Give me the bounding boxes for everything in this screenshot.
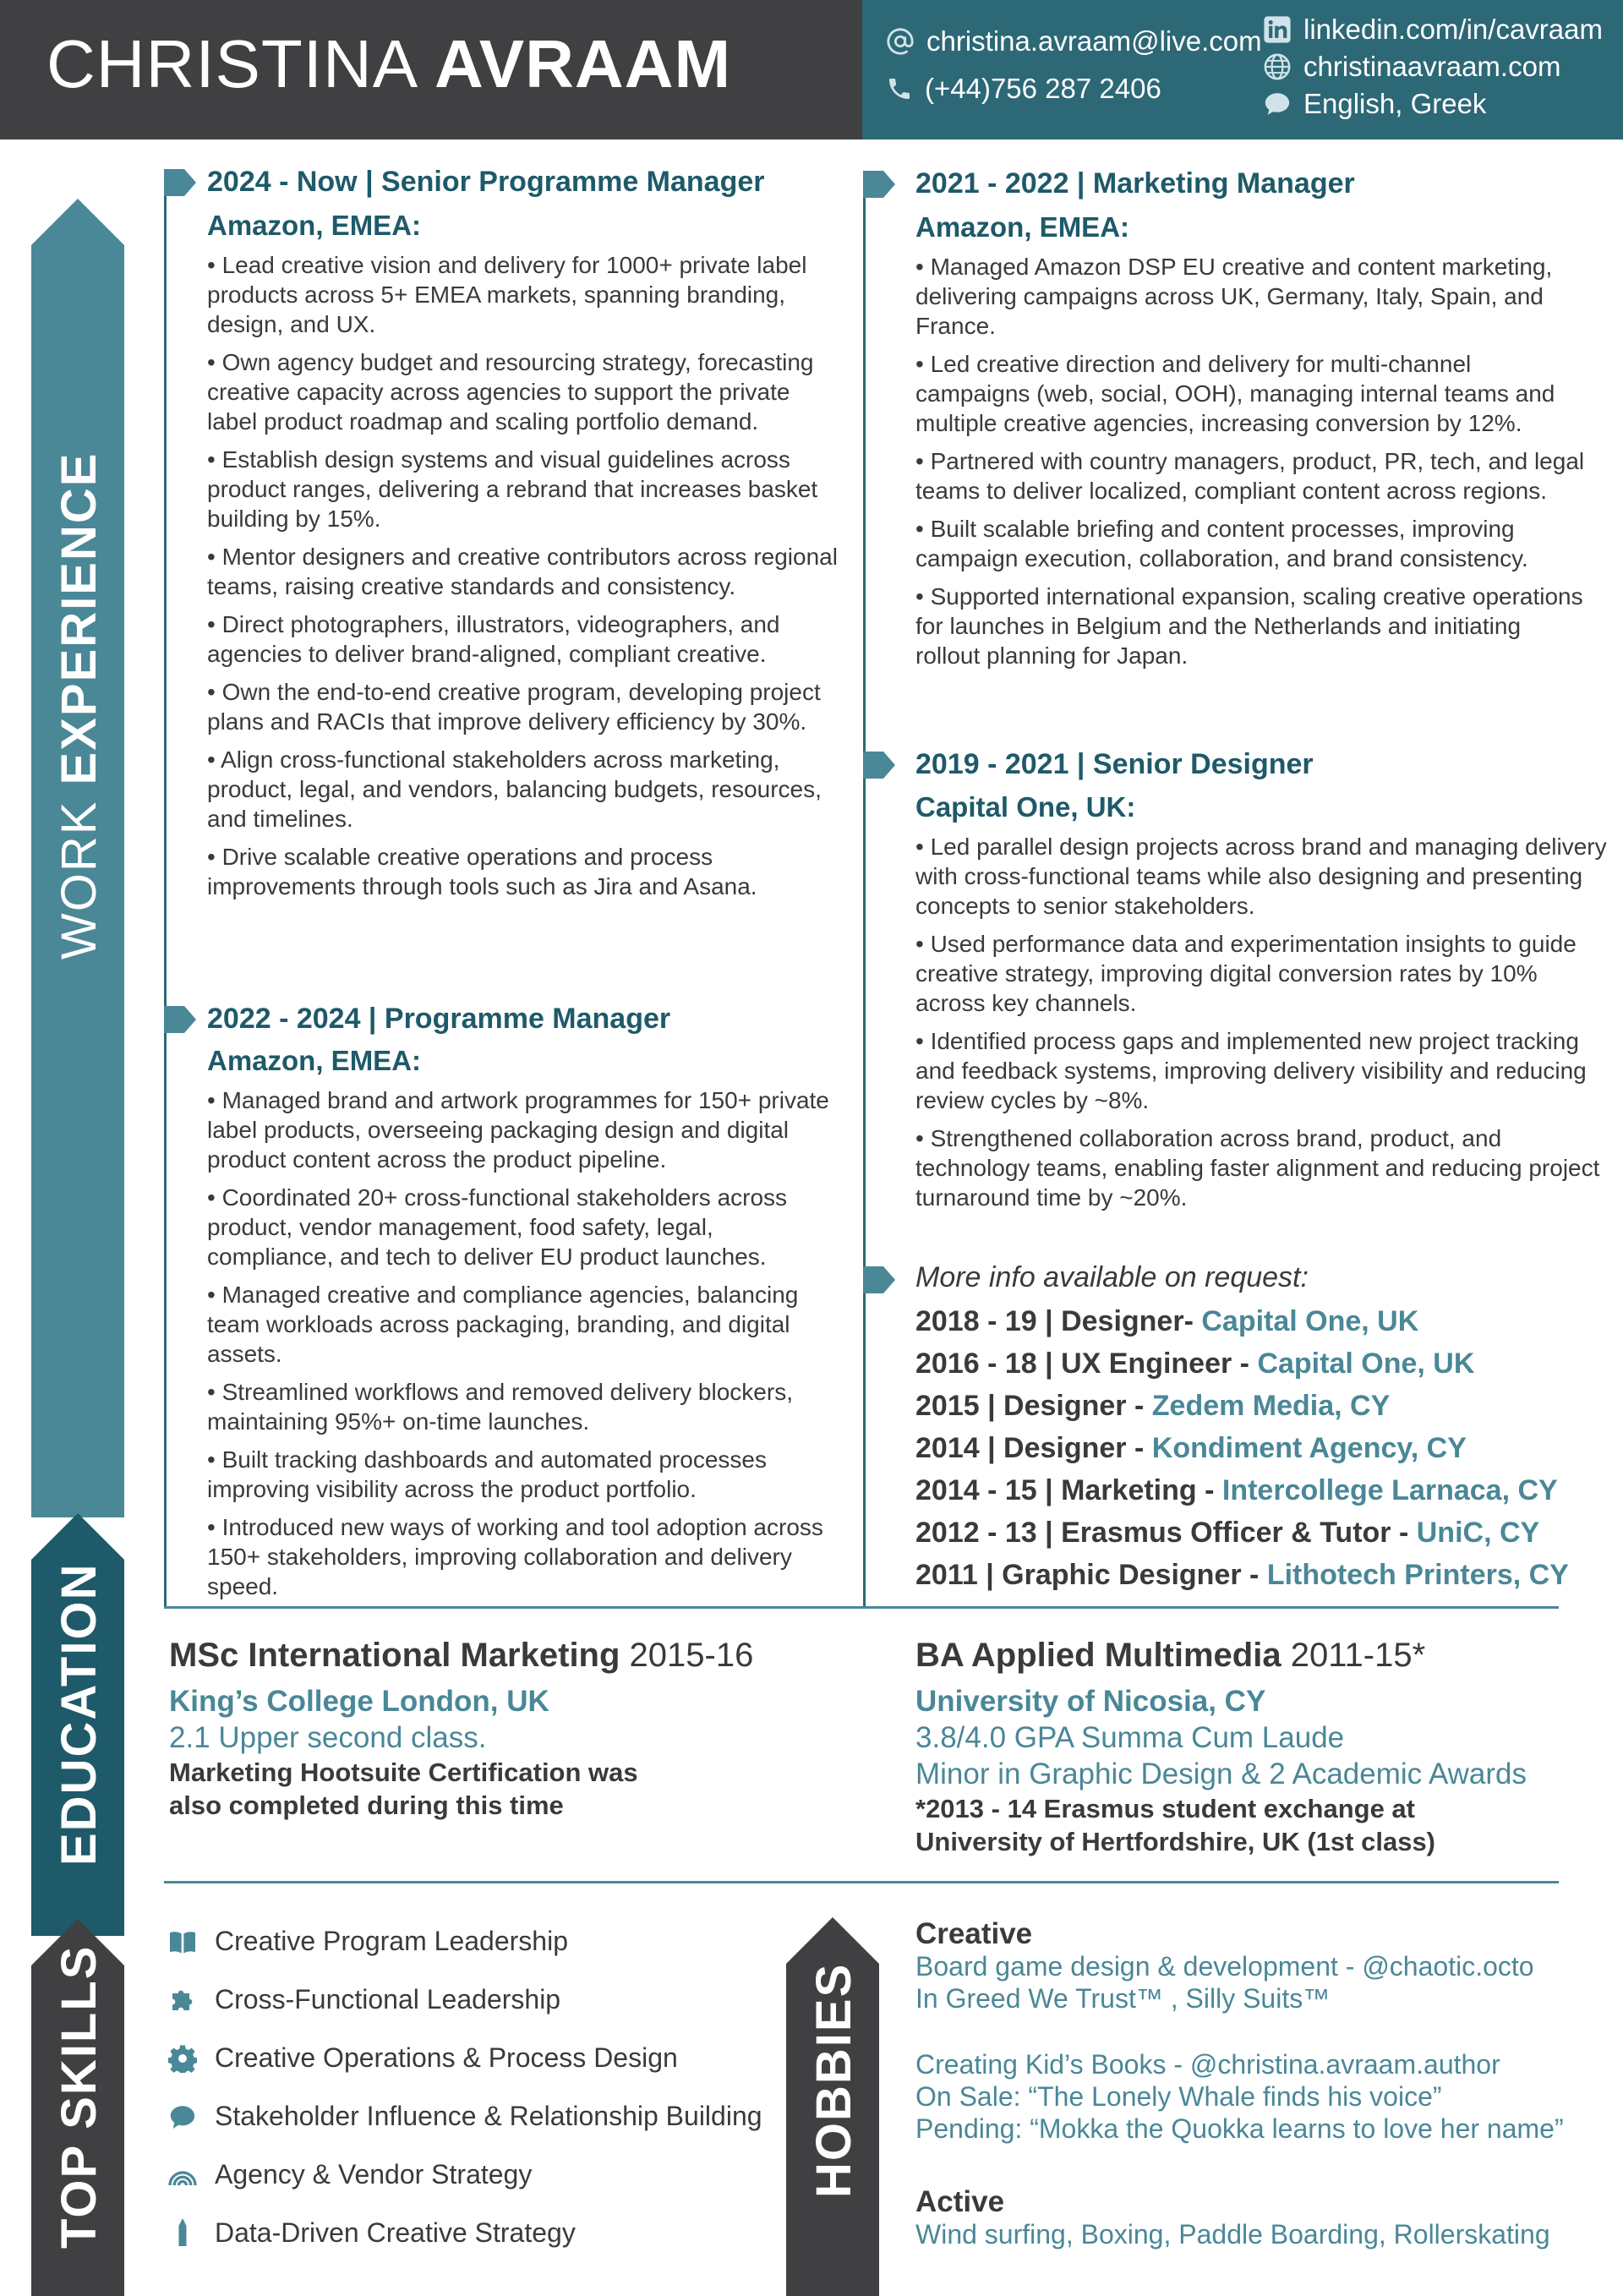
job-bullet: • Streamlined workflows and removed delivery blockers, maintaining 95%+ on-time launches. (207, 1379, 793, 1435)
more-info-company: Capital One, UK (1257, 1348, 1475, 1380)
timeline-marker-4 (863, 752, 897, 779)
job-bullet: • Establish design systems and visual guidelines across product ranges, delivering a rebrand that increases basket building by 15%. (207, 446, 818, 532)
languages-text: English, Greek (1303, 88, 1487, 119)
job-bullet: • Mentor designers and creative contributors across regional teams, raising creative standards and consistency. (207, 544, 838, 599)
degree-years: 2015-16 (629, 1637, 754, 1674)
more-info-role: 2018 - 19 | Designer (915, 1305, 1184, 1337)
job-bullet: • Led parallel design projects across brand and managing delivery with cross-functional teams while also designing and presenting concepts to senior stakeholders. (915, 834, 1607, 919)
work-label-first: WORK (52, 800, 107, 959)
job-bullet: • Used performance data and experimentation insights to guide creative strategy, improving digital conversion rates by 10% across key channels. (915, 931, 1577, 1016)
email-text[interactable]: christina.avraam@live.com (926, 25, 1262, 57)
job-bullet: • Managed brand and artwork programmes for 150+ private label products, overseeing packaging design and digital product content across the product pipeline. (207, 1087, 829, 1173)
list-item (167, 2204, 762, 2262)
list-item (915, 1342, 1569, 1385)
hobbies-creative-heading: Creative (915, 1917, 1033, 1950)
phone-contact[interactable] (886, 73, 1161, 105)
job-bullets (915, 832, 1609, 1221)
more-info-separator: - (1183, 1305, 1202, 1337)
book-icon (167, 1927, 198, 1957)
more-info-role: 2011 | Graphic Designer (915, 1559, 1242, 1591)
job-bullet: • Own agency budget and resourcing strategy, forecasting creative capacity across agencies to support the private label product roadmap and scaling portfolio demand. (207, 349, 814, 435)
education-note: *2013 - 14 Erasmus student exchange at University of Hertfordshire, UK (1st class) (915, 1794, 1436, 1856)
website-contact[interactable] (1263, 51, 1560, 83)
more-info-separator: - (1126, 1390, 1152, 1422)
job-bullet: • Lead creative vision and delivery for 1000+ private label products across 5+ EMEA markets, spanning branding, design, and UX. (207, 252, 807, 337)
education-degree (915, 1637, 1425, 1675)
hobbies-label: HOBBIES (806, 1962, 861, 2198)
timeline-marker-1 (164, 169, 198, 196)
work-label-second: EXPERIENCE (52, 451, 107, 785)
email-contact[interactable] (886, 25, 1262, 57)
last-name: AVRAAM (434, 26, 732, 101)
globe-icon (1263, 52, 1292, 81)
top-skills-label: TOP SKILLS (52, 1944, 107, 2249)
job-title: 2019 - 2021 | Senior Designer (915, 748, 1314, 780)
more-info-heading: More info available on request: (915, 1261, 1309, 1293)
education-grade: 3.8/4.0 GPA Summa Cum Laude (915, 1721, 1345, 1754)
job-bullet: • Built scalable briefing and content processes, improving campaign execution, collaboration, and brand consistency. (915, 516, 1528, 571)
first-name: CHRISTINA (46, 26, 415, 101)
education-minor: Minor in Graphic Design & 2 Academic Awards (915, 1758, 1527, 1790)
more-info-company: Intercollege Larnaca, CY (1221, 1474, 1558, 1506)
languages-contact (1263, 88, 1486, 120)
job-title: 2024 - Now | Senior Programme Manager (207, 166, 765, 198)
job-bullet: • Identified process gaps and implemented new project tracking and feedback systems, improving delivery visibility and reducing review cycles by ~8%. (915, 1028, 1587, 1113)
skill-label: Creative Operations & Process Design (215, 2042, 678, 2073)
job-bullet: • Strengthened collaboration across brand, product, and technology teams, enabling faster alignment and reducing project turnaround time by ~20%. (915, 1125, 1600, 1211)
more-info-separator: - (1391, 1517, 1417, 1549)
skill-label: Creative Program Leadership (215, 1926, 568, 1956)
more-info-separator: - (1126, 1432, 1152, 1464)
work-experience-label (51, 452, 107, 959)
linkedin-contact[interactable] (1263, 14, 1603, 46)
job-bullet: • Managed Amazon DSP EU creative and content marketing, delivering campaigns across UK, Germany, Italy, Spain, and France. (915, 254, 1553, 339)
linkedin-text[interactable]: linkedin.com/in/cavraam (1303, 14, 1603, 45)
signal-icon (167, 2160, 198, 2190)
job-company: Capital One, UK: (915, 791, 1136, 823)
job-bullet: • Coordinated 20+ cross-functional stakeholders across product, vendor management, food safety, legal, compliance, and tech to deliver EU product launches. (207, 1184, 788, 1270)
hobby-line: In Greed We Trust™ , Silly Suits™ (915, 1983, 1331, 2014)
degree-years: 2011-15* (1290, 1637, 1426, 1674)
speech-bubble-icon (1263, 90, 1292, 118)
linkedin-icon (1263, 15, 1292, 44)
job-bullets (207, 250, 845, 910)
list-item (915, 1427, 1569, 1469)
more-info-company: Capital One, UK (1201, 1305, 1419, 1337)
more-info-list (915, 1300, 1569, 1596)
skill-label: Cross-Functional Leadership (215, 1984, 561, 2014)
more-info-role: 2016 - 18 | UX Engineer (915, 1348, 1232, 1380)
education-school: University of Nicosia, CY (915, 1685, 1266, 1718)
job-bullet: • Led creative direction and delivery for multi-channel campaigns (web, social, OOH), managing internal teams and multiple creative agencies, increasing conversion by 12%. (915, 351, 1555, 436)
more-info-role: 2015 | Designer (915, 1390, 1127, 1422)
education-grade: 2.1 Upper second class. (169, 1721, 487, 1754)
hobby-line: Creating Kid’s Books - @christina.avraam.author (915, 2049, 1500, 2080)
timeline-marker-2 (164, 1006, 198, 1033)
more-info-separator: - (1241, 1559, 1267, 1591)
more-info-company: Lithotech Printers, CY (1266, 1559, 1569, 1591)
list-item (167, 1971, 762, 2029)
more-info-separator: - (1196, 1474, 1222, 1506)
at-sign-icon (886, 27, 915, 56)
job-bullet: • Introduced new ways of working and tool adoption across 150+ stakeholders, improving collaboration and delivery speed. (207, 1514, 823, 1599)
puzzle-icon (167, 1985, 198, 2015)
more-info-role: 2014 - 15 | Marketing (915, 1474, 1197, 1506)
education-note: Marketing Hootsuite Certification was also completed during this time (169, 1758, 638, 1820)
list-item (915, 1469, 1569, 1512)
job-company: Amazon, EMEA: (207, 210, 422, 241)
more-info-role: 2012 - 13 | Erasmus Officer & Tutor (915, 1517, 1391, 1549)
more-info-company: Kondiment Agency, CY (1151, 1432, 1467, 1464)
list-item (167, 2146, 762, 2204)
job-bullet: • Managed creative and compliance agencies, balancing team workloads across packaging, branding, and digital assets. (207, 1282, 799, 1367)
more-info-company: Zedem Media, CY (1151, 1390, 1391, 1422)
job-bullets (915, 252, 1592, 679)
hobby-line: Wind surfing, Boxing, Paddle Boarding, Rollerskating (915, 2219, 1550, 2250)
job-bullets (207, 1085, 845, 1610)
more-info-role: 2014 | Designer (915, 1432, 1127, 1464)
degree-name: MSc International Marketing (169, 1637, 620, 1674)
job-bullet: • Partnered with country managers, product, PR, tech, and legal teams to deliver localized, compliant content across regions. (915, 448, 1585, 504)
list-item (167, 1912, 762, 1971)
job-title: 2022 - 2024 | Programme Manager (207, 1003, 671, 1035)
skill-label: Data-Driven Creative Strategy (215, 2217, 576, 2248)
job-title: 2021 - 2022 | Marketing Manager (915, 167, 1355, 200)
job-bullet: • Direct photographers, illustrators, videographers, and agencies to deliver brand-aligned, compliant creative. (207, 611, 780, 667)
hobbies-active-heading: Active (915, 2185, 1005, 2218)
job-bullet: • Align cross-functional stakeholders across marketing, product, legal, and vendors, balancing budgets, resources, and timelines. (207, 746, 822, 832)
list-item (167, 2029, 762, 2087)
more-info-company: UniC, CY (1416, 1517, 1540, 1549)
skills-list (167, 1912, 762, 2262)
skill-label: Agency & Vendor Strategy (215, 2159, 533, 2189)
job-bullet: • Own the end-to-end creative program, developing project plans and RACIs that improve delivery efficiency by 30%. (207, 679, 821, 735)
job-bullet: • Supported international expansion, scaling creative operations for launches in Belgium and the Netherlands and initiating rollout planning for Japan. (915, 583, 1583, 669)
speech-bubble-icon (167, 2102, 198, 2132)
education-school: King’s College London, UK (169, 1685, 549, 1718)
gear-icon (167, 2043, 198, 2074)
list-item (915, 1512, 1569, 1554)
list-item (915, 1554, 1569, 1596)
pen-icon (167, 2218, 198, 2249)
hobby-line: Board game design & development - @chaotic.octo (915, 1951, 1534, 1982)
phone-text[interactable]: (+44)756 287 2406 (925, 73, 1161, 104)
phone-icon (886, 75, 913, 102)
candidate-name (46, 25, 731, 103)
job-company: Amazon, EMEA: (207, 1045, 422, 1076)
more-info-separator: - (1232, 1348, 1258, 1380)
education-label: EDUCATION (52, 1562, 107, 1866)
job-company: Amazon, EMEA: (915, 211, 1130, 243)
list-item (915, 1385, 1569, 1427)
divider-education (164, 1881, 1559, 1883)
hobby-line: Pending: “Mokka the Quokka learns to love her name” (915, 2113, 1564, 2144)
job-bullet: • Drive scalable creative operations and process improvements through tools such as Jira and Asana. (207, 844, 757, 899)
timeline-marker-3 (863, 171, 897, 198)
timeline-marker-5 (863, 1266, 897, 1293)
timeline-right (863, 173, 866, 1606)
timeline-left (164, 173, 167, 1606)
list-item (915, 1300, 1569, 1342)
skill-label: Stakeholder Influence & Relationship Building (215, 2101, 762, 2131)
degree-name: BA Applied Multimedia (915, 1637, 1281, 1674)
education-degree (169, 1637, 753, 1675)
job-bullet: • Built tracking dashboards and automated processes improving visibility across the product portfolio. (207, 1446, 767, 1502)
website-text[interactable]: christinaavraam.com (1303, 51, 1561, 82)
list-item (167, 2087, 762, 2146)
hobby-line: On Sale: “The Lonely Whale finds his voice” (915, 2081, 1442, 2112)
